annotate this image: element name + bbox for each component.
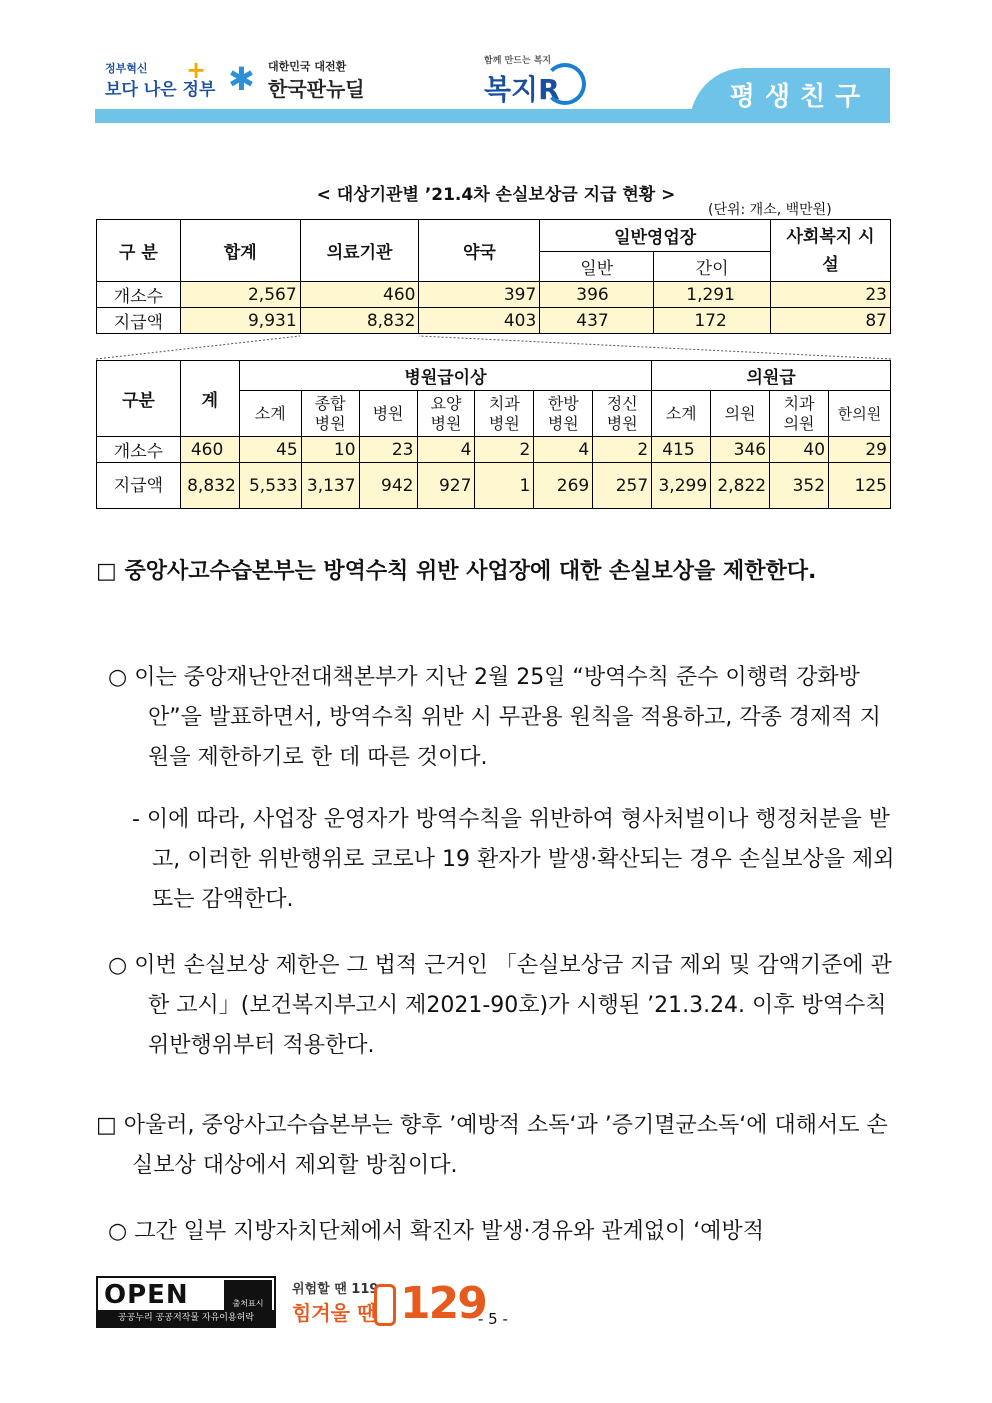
new-deal-star-icon: ✱	[228, 60, 255, 98]
sub-header	[417, 391, 475, 437]
cell: 5,533	[239, 463, 301, 509]
paragraph-disinfection: □ 아울러, 중앙사고수습본부는 향후 ’예방적 소독‘과 ’증기멸균소독‘에 대해서도 손실보상 대상에서 제외할 방침이다.	[96, 1113, 888, 1178]
sub-header-label: 정신 병원	[606, 393, 638, 433]
paragraph-legal-basis: ○ 이번 손실보상 제한은 그 법적 근거인 「손실보상금 지급 제외 및 감액기준에 관한 고시」(보건복지부고시 제2021-90호)가 시행된 ’21.3.24. 이후 방역수칙 위반행위부터 적용한다.	[108, 953, 892, 1058]
table-title: < 대상기관별 ’21.4차 손실보상금 지급 현황 >	[316, 185, 676, 205]
summary-table	[96, 219, 891, 334]
sub-header	[593, 391, 652, 437]
cell: 40	[770, 437, 829, 463]
cell: 2,567	[180, 282, 300, 308]
header-pharmacy: 약국	[419, 220, 540, 282]
cell: 437	[540, 308, 654, 334]
header-gubun: 구분	[97, 361, 181, 437]
cell: 23	[359, 437, 417, 463]
cell: 8,832	[180, 463, 239, 509]
hotline-banner	[292, 1278, 378, 1326]
unit-note: (단위: 개소, 백만원)	[708, 202, 832, 218]
cell: 346	[711, 437, 770, 463]
header-business: 일반영업장	[540, 220, 771, 252]
cell: 352	[770, 463, 829, 509]
sub-header	[475, 391, 534, 437]
hotline-line1: 위험할 땐 119	[292, 1282, 379, 1297]
table-row	[97, 463, 891, 509]
header-simple: 간이	[654, 252, 771, 282]
attribution-label: 출처표시	[232, 1299, 264, 1308]
hotline-line2: 힘겨울 땐	[292, 1301, 377, 1325]
table-row	[97, 308, 891, 334]
cell: 8,832	[300, 308, 419, 334]
sub-header: 소계	[239, 391, 301, 437]
phone-icon	[374, 1284, 396, 1326]
paragraph-background: ○ 이는 중앙재난안전대책본부가 지난 2월 25일 “방역수칙 준수 이행력 강화방안”을 발표하면서, 방역수칙 위반 시 무관용 원칙을 적용하고, 각종 경제적 지원을 제한하기로 한 데 따른 것이다.	[108, 665, 881, 770]
cell: 45	[239, 437, 301, 463]
header-gubun: 구 분	[97, 220, 181, 282]
cell: 2	[593, 437, 652, 463]
cell: 269	[534, 463, 593, 509]
cell: 3,137	[301, 463, 359, 509]
sub-header: 한의원	[829, 391, 891, 437]
sub-header-label: 한방 병원	[547, 393, 579, 433]
table-row	[97, 282, 891, 308]
logo-welfare: 함께 만드는 복지 복지R	[484, 55, 584, 108]
table-row	[97, 437, 891, 463]
cell: 1	[475, 463, 534, 509]
cell: 87	[771, 308, 891, 334]
cell: 257	[593, 463, 652, 509]
sub-header-label: 요양 병원	[430, 393, 462, 433]
cell: 942	[359, 463, 417, 509]
hotline-number: 129	[400, 1278, 486, 1329]
cell: 10	[301, 437, 359, 463]
cell: 4	[417, 437, 475, 463]
header-hospital: 병원급이상	[239, 361, 651, 391]
cell: 9,931	[180, 308, 300, 334]
open-license-badge	[96, 1276, 276, 1328]
connector-lines	[96, 335, 892, 361]
cell: 2	[475, 437, 534, 463]
cell: 125	[829, 463, 891, 509]
cell: 172	[654, 308, 771, 334]
row-label: 지급액	[97, 463, 181, 509]
open-label: OPEN	[104, 1280, 189, 1310]
cell: 1,291	[654, 282, 771, 308]
header-medical: 의료기관	[300, 220, 419, 282]
row-label: 개소수	[97, 282, 181, 308]
sub-header-label: 치과 의원	[783, 393, 815, 433]
paragraph-continued: ○ 그간 일부 지방자치단체에서 확진자 발생·경유와 관계없이 ‘예방적	[108, 1219, 764, 1244]
cell: 29	[829, 437, 891, 463]
sub-header-label: 종합 병원	[314, 393, 346, 433]
cell: 460	[300, 282, 419, 308]
header-clinic: 의원급	[652, 361, 891, 391]
open-sub-label: 공공누리 공공저작물 자유이용허락	[98, 1310, 274, 1326]
cell: 460	[180, 437, 239, 463]
cell: 2,822	[711, 463, 770, 509]
sub-header	[301, 391, 359, 437]
welfare-circle-icon	[544, 63, 586, 105]
page-number: - 5 -	[478, 1310, 508, 1328]
attribution-icon	[224, 1280, 272, 1310]
sub-header: 병원	[359, 391, 417, 437]
sub-header	[534, 391, 593, 437]
header-welfare: 사회복지 시설	[771, 220, 891, 282]
header-total: 계	[180, 361, 239, 437]
cell: 3,299	[652, 463, 711, 509]
row-label: 개소수	[97, 437, 181, 463]
sub-header-label: 치과 병원	[488, 393, 520, 433]
cell: 396	[540, 282, 654, 308]
header-total: 합계	[180, 220, 300, 282]
sub-header: 소계	[652, 391, 711, 437]
header-general: 일반	[540, 252, 654, 282]
header-tab: 평생친구	[690, 68, 890, 123]
cell: 4	[534, 437, 593, 463]
cell: 23	[771, 282, 891, 308]
plus-icon: +	[186, 56, 207, 84]
row-label: 지급액	[97, 308, 181, 334]
sub-header	[770, 391, 829, 437]
logo-government-innovation: 정부혁신 보다 나은 정부	[105, 62, 216, 100]
cell: 415	[652, 437, 711, 463]
medical-detail-table	[96, 360, 891, 509]
cell: 397	[419, 282, 540, 308]
sub-header: 의원	[711, 391, 770, 437]
cell: 927	[417, 463, 475, 509]
cell: 403	[419, 308, 540, 334]
paragraph-restriction: □ 중앙사고수습본부는 방역수칙 위반 사업장에 대한 손실보상을 제한한다.	[96, 559, 817, 584]
paragraph-detail: - 이에 따라, 사업장 운영자가 방역수칙을 위반하여 형사처벌이나 행정처분을 받고, 이러한 위반행위로 코로나 19 환자가 발생·확산되는 경우 손실보상을 제외 또는 감액한다.	[132, 807, 895, 912]
logo-korean-new-deal: ✱ 대한민국 대전환 한국판뉴딜	[228, 60, 365, 101]
